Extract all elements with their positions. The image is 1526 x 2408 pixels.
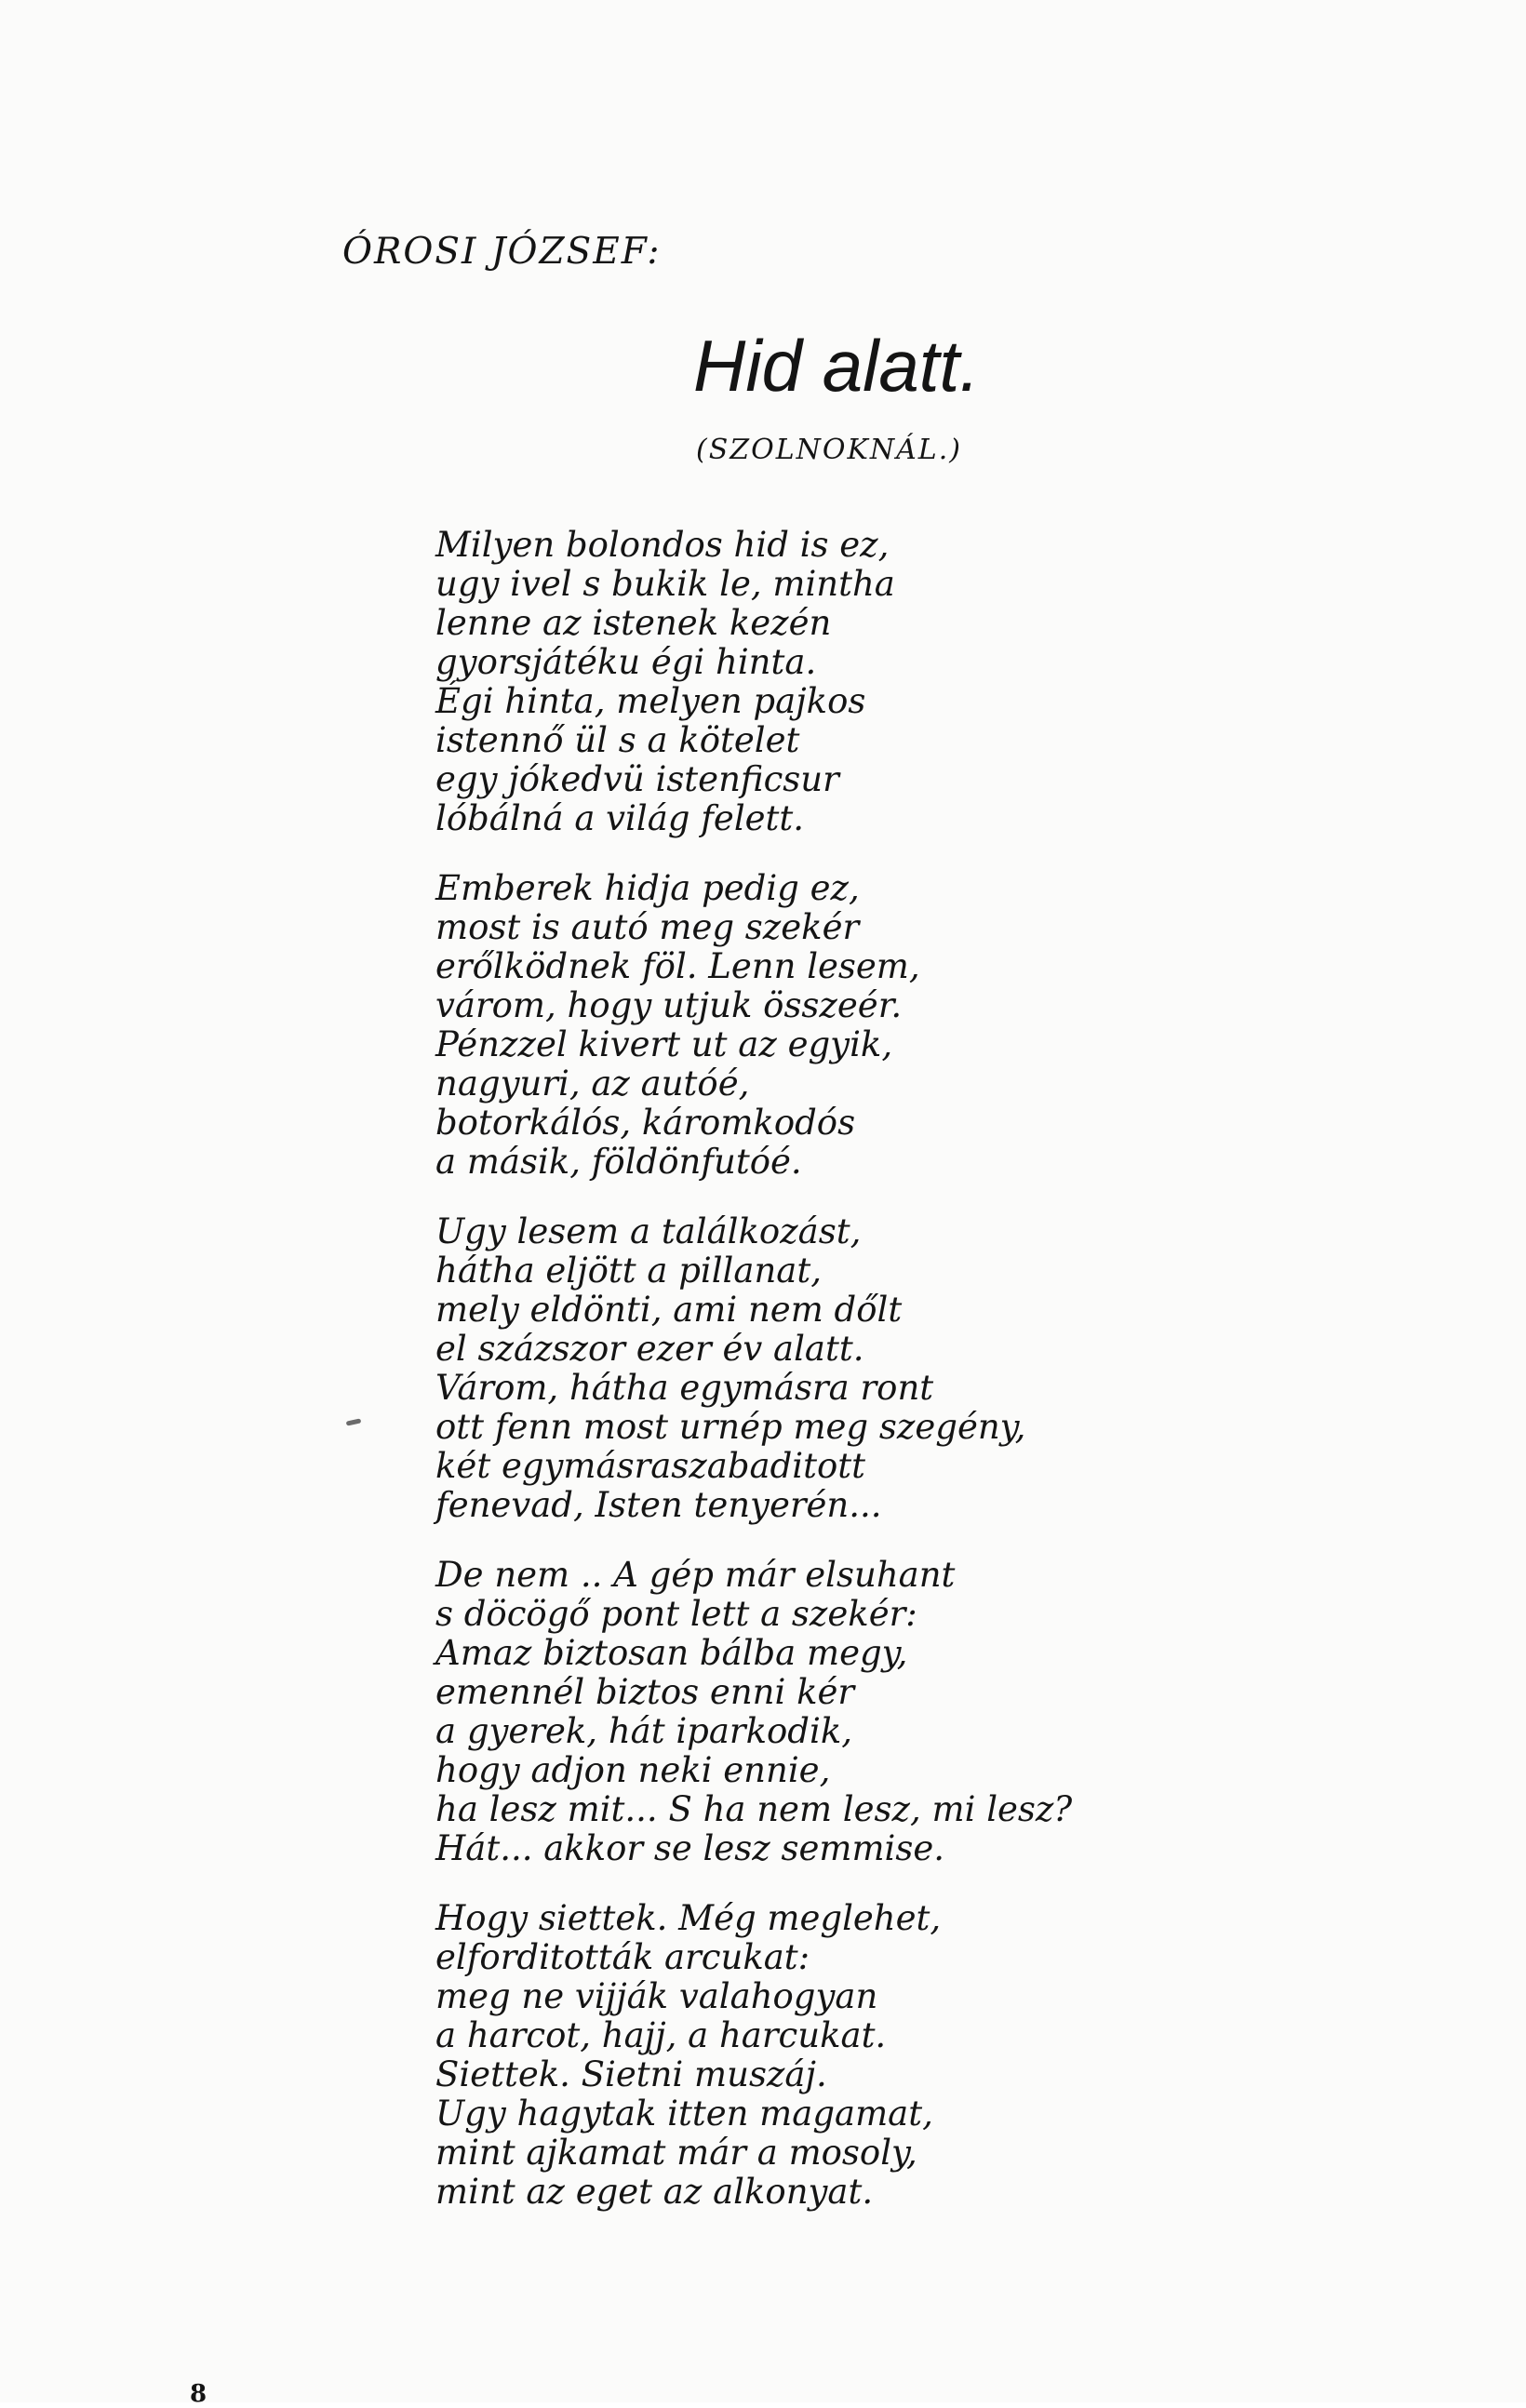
poem-line: várom, hogy utjuk összeér. [435, 985, 903, 1025]
poem-line: hogy adjon neki ennie, [435, 1750, 831, 1790]
poem-line: hátha eljött a pillanat, [435, 1251, 822, 1291]
poem-line: meg ne vijják valahogyan [435, 1976, 878, 2016]
poem-line: mint az eget az alkonyat. [435, 2172, 874, 2212]
poem-line: el százszor ezer év alatt. [435, 1329, 864, 1369]
poem-subtitle: (SZOLNOKNÁL.) [696, 434, 962, 466]
author-name: ÓROSI JÓZSEF: [342, 231, 662, 273]
poem-line: ugy ivel s bukik le, mintha [435, 564, 895, 604]
poem-line: mint ajkamat már a mosoly, [435, 2133, 917, 2173]
poem-line: Siettek. Sietni muszáj. [435, 2054, 827, 2094]
stanza [435, 869, 1506, 1182]
poem-line: s döcögő pont lett a szekér: [435, 1594, 917, 1634]
poem-line: ott fenn most urnép meg szegény, [435, 1407, 1026, 1447]
poem-line: Ugy hagytak itten magamat, [435, 2094, 933, 2134]
poem-line: Milyen bolondos hid is ez, [435, 525, 890, 565]
poem-line: mely eldönti, ami nem dőlt [435, 1290, 903, 1330]
poem-line: most is autó meg szekér [435, 907, 860, 947]
poem-line: a gyerek, hát iparkodik, [435, 1711, 853, 1751]
poem-title: Hid alatt. [693, 325, 980, 407]
poem-line: botorkálós, káromkodós [435, 1103, 856, 1143]
poem-line: elforditották arcukat: [435, 1937, 810, 1977]
poem-line: lóbálná a világ felett. [435, 798, 805, 838]
stanza [435, 1556, 1506, 1868]
stanza [435, 1212, 1506, 1525]
poem-line: a harcot, hajj, a harcukat. [435, 2015, 887, 2055]
poem-line: fenevad, Isten tenyerén... [435, 1485, 882, 1525]
poem-line: gyorsjátéku égi hinta. [435, 642, 817, 682]
poem-line: emennél biztos enni kér [435, 1672, 855, 1712]
poem-line: Égi hinta, melyen pajkos [435, 681, 866, 721]
poem-line: Emberek hidja pedig ez, [435, 868, 860, 908]
poem-line: Hát... akkor se lesz semmise. [435, 1828, 945, 1868]
poem-line: istennő ül s a kötelet [435, 720, 800, 760]
poem-line: Pénzzel kivert ut az egyik, [435, 1024, 893, 1064]
poem-line: egy jókedvü istenficsur [435, 759, 839, 799]
poem-line: erőlködnek föl. Lenn lesem, [435, 946, 920, 986]
poem-line: a másik, földönfutóé. [435, 1142, 802, 1182]
poem-line: lenne az istenek kezén [435, 603, 832, 643]
poem-line: Amaz biztosan bálba megy, [435, 1633, 908, 1673]
poem-line: Hogy siettek. Még meglehet, [435, 1898, 942, 1938]
poem-line: De nem .. A gép már elsuhant [435, 1555, 956, 1595]
stanza [435, 1899, 1506, 2212]
stanza [435, 526, 1506, 838]
page-number: 8 [190, 2380, 207, 2408]
poem-body [435, 526, 1506, 2242]
poem-line: ha lesz mit... S ha nem lesz, mi lesz? [435, 1789, 1073, 1829]
poem-line: Várom, hátha egymásra ront [435, 1368, 934, 1408]
poem-line: két egymásraszabaditott [435, 1446, 865, 1486]
poem-line: nagyuri, az autóé, [435, 1064, 750, 1104]
ink-speck [346, 1418, 362, 1425]
poem-line: Ugy lesem a találkozást, [435, 1211, 862, 1251]
